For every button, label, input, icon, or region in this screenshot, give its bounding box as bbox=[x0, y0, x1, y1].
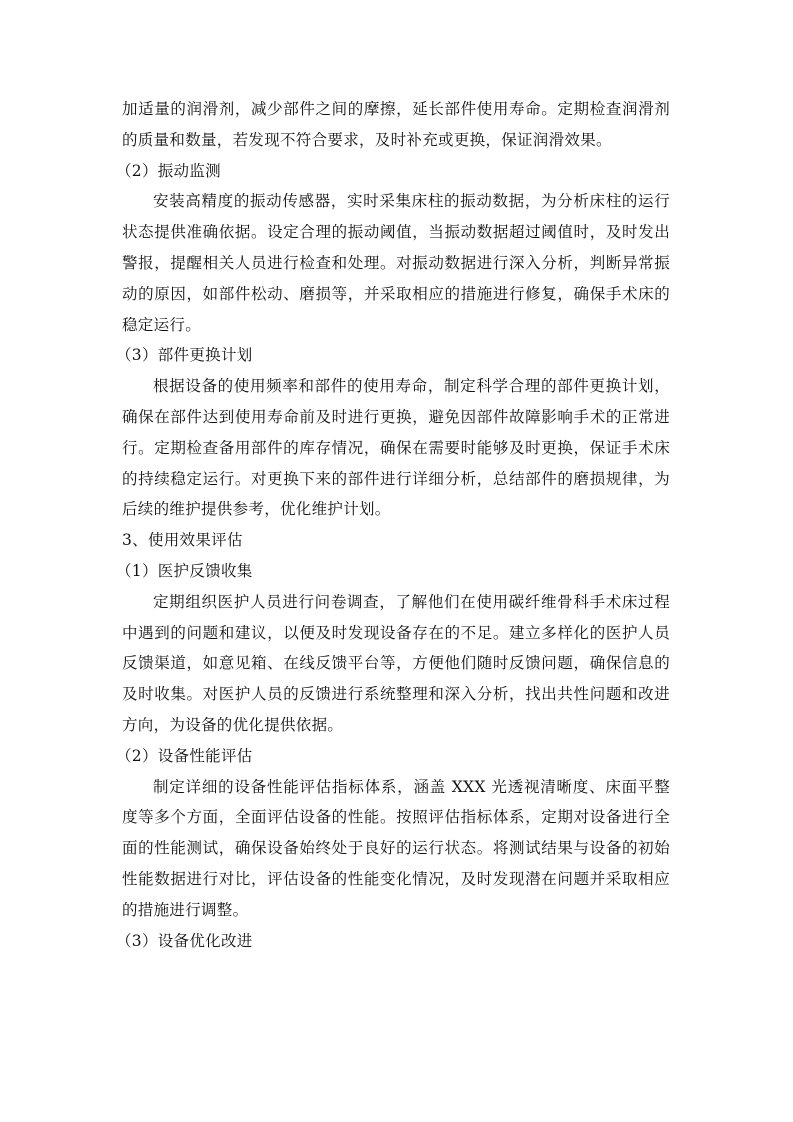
subheading-performance-evaluation: （2）设备性能评估 bbox=[116, 746, 253, 765]
paragraph-performance-evaluation: 制定详细的设备性能评估指标体系，涵盖 XXX 光透视清晰度、床面平整度等多个方面，全面评估设备的性能。按照评估指标体系，定期对设备进行全面的性能测试，确保设备始终处于良好的运行状态。将测试结果与设备的初始性能数据进行对比，评估设备的性能变化情况，及时发现潜在问题并采取相应的措施进行调整。 bbox=[122, 777, 670, 919]
subheading-optimization-improvement: （3）设备优化改进 bbox=[116, 931, 253, 950]
paragraph-lubrication: 加适量的润滑剂，减少部件之间的摩擦，延长部件使用寿命。定期检查润滑剂的质量和数量，若发现不符合要求，及时补充或更换，保证润滑效果。 bbox=[122, 100, 670, 149]
heading-usage-effect-evaluation: 3、使用效果评估 bbox=[122, 531, 243, 550]
subheading-part-replacement-plan: （3）部件更换计划 bbox=[116, 346, 253, 365]
paragraph-vibration-monitoring: 安装高精度的振动传感器，实时采集床柱的振动数据，为分析床柱的运行状态提供准确依据。设定合理的振动阈值，当振动数据超过阈值时，及时发出警报，提醒相关人员进行检查和处理。对振动数据进行深入分析，判断异常振动的原因，如部件松动、磨损等，并采取相应的措施进行修复，确保手术床的稳定运行。 bbox=[122, 192, 670, 334]
document-body bbox=[116, 94, 670, 956]
paragraph-medical-feedback: 定期组织医护人员进行问卷调查，了解他们在使用碳纤维骨科手术床过程中遇到的问题和建议，以便及时发现设备存在的不足。建立多样化的医护人员反馈渠道，如意见箱、在线反馈平台等，方便他们随时反馈问题，确保信息的及时收集。对医护人员的反馈进行系统整理和深入分析，找出共性问题和改进方向，为设备的优化提供依据。 bbox=[122, 592, 670, 734]
paragraph-part-replacement-plan: 根据设备的使用频率和部件的使用寿命，制定科学合理的部件更换计划，确保在部件达到使用寿命前及时进行更换，避免因部件故障影响手术的正常进行。定期检查备用部件的库存情况，确保在需要时能够及时更换，保证手术床的持续稳定运行。对更换下来的部件进行详细分析，总结部件的磨损规律，为后续的维护提供参考，优化维护计划。 bbox=[122, 377, 670, 519]
subheading-vibration-monitoring: （2）振动监测 bbox=[116, 161, 221, 180]
subheading-medical-feedback: （1）医护反馈收集 bbox=[116, 561, 253, 580]
